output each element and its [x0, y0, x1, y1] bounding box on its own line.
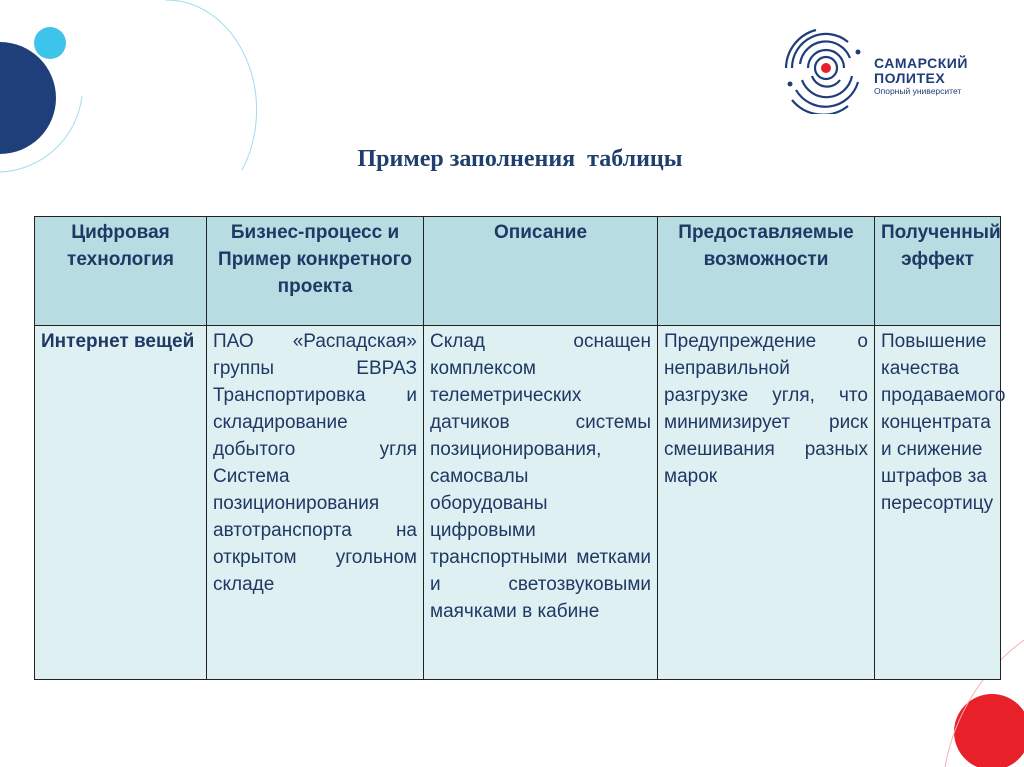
table-header-row — [35, 217, 1001, 326]
university-logo — [778, 24, 988, 114]
table-row — [35, 326, 1001, 680]
example-table — [34, 216, 1006, 680]
blue-dot-decoration — [34, 27, 66, 59]
header-business-process: Бизнес-процесс и Пример конкретного проекта — [207, 217, 424, 326]
red-circle-decoration — [954, 694, 1024, 767]
cell-technology: Интернет вещей — [35, 326, 207, 680]
logo-line-3: Опорный университет — [874, 86, 962, 96]
cell-business-process: ПАО «Распадская» группы ЕВРАЗ Транспортировка и складирование добытого угля Система позиционирования автотранспорта на открытом угольном складе — [207, 326, 424, 680]
logo-text — [874, 56, 968, 97]
cell-opportunities: Предупреждение о неправильной разгрузке угля, что минимизирует риск смешивания разных марок — [658, 326, 875, 680]
cell-description: Склад оснащен комплексом телеметрических датчиков системы позиционирования, самосвалы оборудованы цифровыми транспортными метками и светозвуковыми маячками в кабине — [424, 326, 658, 680]
header-description: Описание — [424, 217, 658, 326]
arc-decoration — [165, 0, 257, 170]
logo-line-1: САМАРСКИЙ — [874, 55, 968, 71]
header-digital-technology: Цифровая технология — [35, 217, 207, 326]
page-title: Пример заполнения таблицы — [357, 146, 683, 172]
logo-emblem-icon — [778, 24, 874, 114]
cell-effect: Повышение качества продаваемого концентрата и снижение штрафов за пересортицу — [875, 326, 1001, 680]
logo-line-2: ПОЛИТЕХ — [874, 70, 946, 86]
header-opportunities: Предоставляемые возможности — [658, 217, 875, 326]
header-effect: Полученный эффект — [875, 217, 1001, 326]
